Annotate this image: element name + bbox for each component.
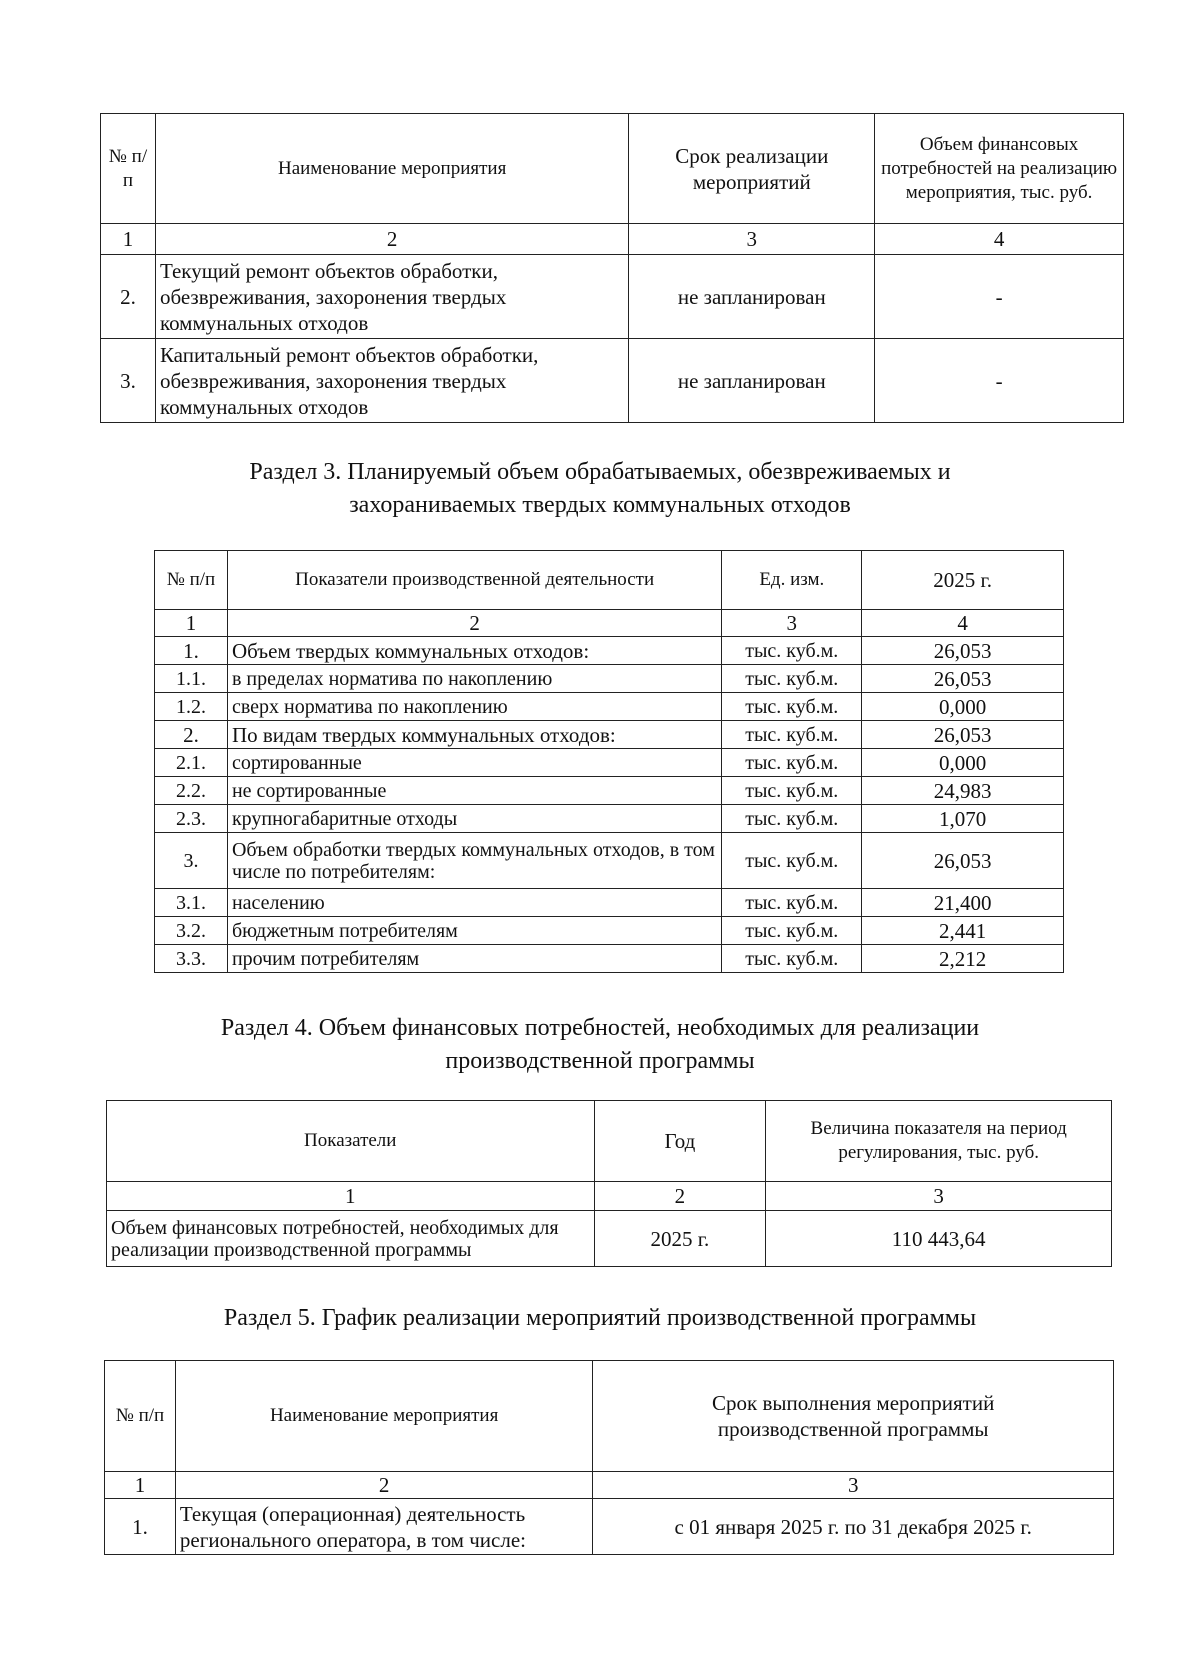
section4-title-text: Раздел 4. Объем финансовых потребностей, необходимых для реализации производственной программы	[220, 1015, 980, 1074]
col-number: 2	[155, 224, 628, 255]
row-value: 1,070	[862, 805, 1064, 833]
header-term: Срок реализации мероприятий	[629, 114, 875, 224]
header-year: 2025 г.	[862, 551, 1064, 610]
row-num: 1.1.	[155, 665, 228, 693]
row-unit: тыс. куб.м.	[722, 777, 862, 805]
table-row	[105, 1499, 1114, 1555]
table-row	[155, 637, 1064, 665]
header-name: Наименование мероприятия	[155, 114, 628, 224]
finance-table	[106, 1100, 1112, 1267]
row-num: 3.1.	[155, 889, 228, 917]
row-unit: тыс. куб.м.	[722, 805, 862, 833]
table-row	[155, 889, 1064, 917]
header-num: № п/п	[155, 551, 228, 610]
row-name: в пределах норматива по накоплению	[227, 665, 721, 693]
col-number: 3	[722, 610, 862, 637]
row-value: 26,053	[862, 833, 1064, 889]
schedule-table	[104, 1360, 1114, 1555]
row-num: 3.	[101, 339, 156, 423]
row-term: с 01 января 2025 г. по 31 декабря 2025 г.	[593, 1499, 1114, 1555]
row-num: 2.2.	[155, 777, 228, 805]
row-value: 26,053	[862, 721, 1064, 749]
header-indicator: Показатели производственной деятельности	[227, 551, 721, 610]
row-name: населению	[227, 889, 721, 917]
table-row	[155, 805, 1064, 833]
row-num: 1.	[155, 637, 228, 665]
volume-table	[154, 550, 1064, 973]
col-number: 4	[862, 610, 1064, 637]
header-unit: Ед. изм.	[722, 551, 862, 610]
table-row	[155, 693, 1064, 721]
row-value: 24,983	[862, 777, 1064, 805]
section5-title	[0, 1302, 1200, 1335]
row-unit: тыс. куб.м.	[722, 665, 862, 693]
row-name: крупногабаритные отходы	[227, 805, 721, 833]
table-row	[101, 255, 1124, 339]
row-unit: тыс. куб.м.	[722, 693, 862, 721]
section4-title	[0, 1012, 1200, 1078]
row-name: Текущий ремонт объектов обработки, обезвреживания, захоронения твердых коммунальных отходов	[155, 255, 628, 339]
row-amount: -	[875, 339, 1124, 423]
table-row	[107, 1211, 1112, 1267]
row-name: бюджетным потребителям	[227, 917, 721, 945]
table-row	[155, 917, 1064, 945]
col-number: 2	[175, 1472, 592, 1499]
row-name: Объем финансовых потребностей, необходимых для реализации производственной программы	[107, 1211, 595, 1267]
row-value: 0,000	[862, 749, 1064, 777]
row-num: 2.	[101, 255, 156, 339]
row-num: 3.2.	[155, 917, 228, 945]
table-row	[155, 665, 1064, 693]
row-year: 2025 г.	[594, 1211, 766, 1267]
row-num: 3.3.	[155, 945, 228, 973]
header-year: Год	[594, 1101, 766, 1182]
row-term: не запланирован	[629, 339, 875, 423]
row-amount: -	[875, 255, 1124, 339]
col-number: 3	[593, 1472, 1114, 1499]
row-unit: тыс. куб.м.	[722, 889, 862, 917]
row-num: 1.2.	[155, 693, 228, 721]
row-name: Текущая (операционная) деятельность регионального оператора, в том числе:	[175, 1499, 592, 1555]
table-row	[155, 749, 1064, 777]
measures-table	[100, 113, 1124, 423]
row-name: сортированные	[227, 749, 721, 777]
col-number: 1	[105, 1472, 176, 1499]
row-name: прочим потребителям	[227, 945, 721, 973]
row-num: 2.3.	[155, 805, 228, 833]
row-name: Объем обработки твердых коммунальных отходов, в том числе по потребителям:	[227, 833, 721, 889]
col-number: 4	[875, 224, 1124, 255]
row-name: сверх норматива по накоплению	[227, 693, 721, 721]
row-name: не сортированные	[227, 777, 721, 805]
header-num: № п/п	[101, 114, 156, 224]
row-num: 1.	[105, 1499, 176, 1555]
row-num: 2.	[155, 721, 228, 749]
row-value: 2,441	[862, 917, 1064, 945]
col-number: 2	[227, 610, 721, 637]
section3-title-text: Раздел 3. Планируемый объем обрабатываемых, обезвреживаемых и захораниваемых твердых коммунальных отходов	[249, 459, 951, 518]
col-number: 1	[101, 224, 156, 255]
col-number: 3	[629, 224, 875, 255]
row-unit: тыс. куб.м.	[722, 721, 862, 749]
row-value: 21,400	[862, 889, 1064, 917]
row-unit: тыс. куб.м.	[722, 637, 862, 665]
table-row	[155, 777, 1064, 805]
col-number: 3	[766, 1182, 1112, 1211]
row-unit: тыс. куб.м.	[722, 945, 862, 973]
col-number: 1	[155, 610, 228, 637]
table-row	[101, 339, 1124, 423]
section3-title	[0, 456, 1200, 522]
row-value: 2,212	[862, 945, 1064, 973]
row-value: 0,000	[862, 693, 1064, 721]
section5-title-text: Раздел 5. График реализации мероприятий производственной программы	[223, 1305, 977, 1331]
table-row	[155, 721, 1064, 749]
col-number: 2	[594, 1182, 766, 1211]
row-num: 3.	[155, 833, 228, 889]
header-name: Наименование мероприятия	[175, 1361, 592, 1472]
header-amount: Объем финансовых потребностей на реализацию мероприятия, тыс. руб.	[875, 114, 1124, 224]
table-row	[155, 833, 1064, 889]
col-number: 1	[107, 1182, 595, 1211]
header-num: № п/п	[105, 1361, 176, 1472]
row-value: 26,053	[862, 665, 1064, 693]
header-value: Величина показателя на период регулирования, тыс. руб.	[766, 1101, 1112, 1182]
table-row	[155, 945, 1064, 973]
row-name: Объем твердых коммунальных отходов:	[227, 637, 721, 665]
row-value: 26,053	[862, 637, 1064, 665]
row-name: По видам твердых коммунальных отходов:	[227, 721, 721, 749]
row-unit: тыс. куб.м.	[722, 917, 862, 945]
row-unit: тыс. куб.м.	[722, 833, 862, 889]
row-term: не запланирован	[629, 255, 875, 339]
header-term: Срок выполнения мероприятий производственной программы	[593, 1361, 1114, 1472]
row-value: 110 443,64	[766, 1211, 1112, 1267]
row-num: 2.1.	[155, 749, 228, 777]
row-unit: тыс. куб.м.	[722, 749, 862, 777]
header-indicator: Показатели	[107, 1101, 595, 1182]
row-name: Капитальный ремонт объектов обработки, обезвреживания, захоронения твердых коммунальных отходов	[155, 339, 628, 423]
